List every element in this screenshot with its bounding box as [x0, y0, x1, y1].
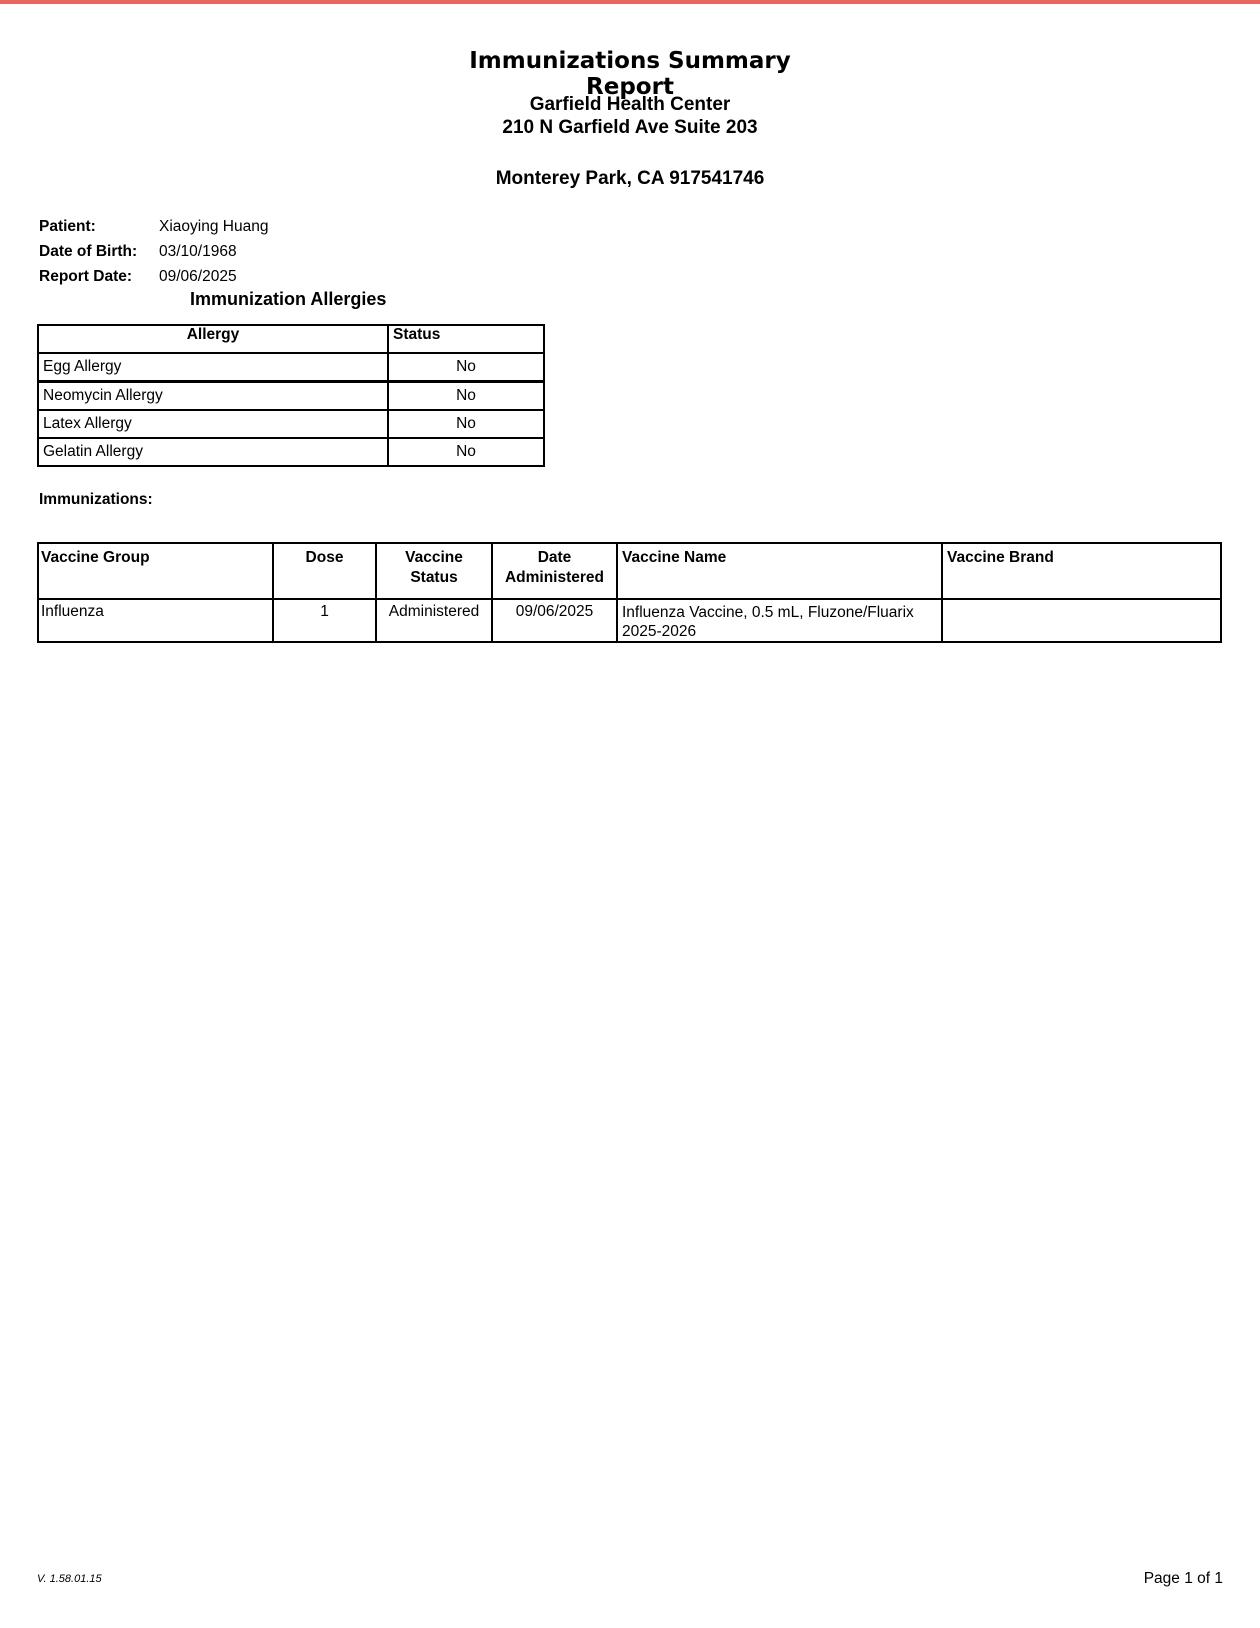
vaccine-name-line1: Influenza Vaccine, 0.5 mL, Fluzone/Fluarix — [622, 604, 914, 621]
vaccine-name-header: Vaccine Name — [617, 543, 942, 599]
vaccine-status-cell: Administered — [376, 599, 492, 642]
allergy-status: No — [388, 353, 544, 382]
allergy-status: No — [388, 438, 544, 466]
immunizations-table — [37, 542, 1222, 643]
date-header-line1: Date — [537, 549, 572, 566]
allergies-table — [37, 324, 545, 467]
dob-value: 03/10/1968 — [159, 243, 237, 260]
page-number: Page 1 of 1 — [1143, 1570, 1223, 1587]
table-row — [38, 353, 544, 382]
immunizations-header-row — [38, 543, 1221, 599]
date-administered-header — [492, 543, 617, 599]
allergy-status: No — [388, 382, 544, 411]
report-date-label: Report Date: — [39, 268, 133, 285]
org-city-state-zip: Monterey Park, CA 917541746 — [495, 168, 765, 189]
dose-header: Dose — [273, 543, 376, 599]
report-title: Immunizations Summary Report — [469, 48, 791, 100]
allergy-name: Latex Allergy — [38, 410, 388, 438]
immunizations-heading: Immunizations: — [39, 491, 153, 508]
top-accent-bar — [0, 0, 1260, 4]
table-row — [38, 382, 544, 411]
vaccine-group-header: Vaccine Group — [38, 543, 273, 599]
allergies-heading: Immunization Allergies — [190, 289, 387, 309]
status-column-header: Status — [388, 325, 544, 353]
vaccine-brand-header: Vaccine Brand — [942, 543, 1221, 599]
allergies-header-row — [38, 325, 544, 353]
report-date-value: 09/06/2025 — [159, 268, 237, 285]
table-row — [38, 599, 1221, 642]
date-administered-cell: 09/06/2025 — [492, 599, 617, 642]
patient-name: Xiaoying Huang — [159, 218, 269, 235]
report-date-row — [39, 268, 237, 286]
allergy-name: Gelatin Allergy — [38, 438, 388, 466]
allergy-name: Egg Allergy — [38, 353, 388, 382]
vaccine-brand-cell — [942, 599, 1221, 642]
vaccine-name-line2: 2025-2026 — [622, 623, 697, 640]
dob-label: Date of Birth: — [39, 243, 138, 260]
allergy-column-header: Allergy — [38, 325, 388, 353]
patient-label: Patient: — [39, 218, 96, 235]
vaccine-status-header — [376, 543, 492, 599]
org-address: 210 N Garfield Ave Suite 203 — [502, 117, 758, 138]
patient-row — [39, 218, 268, 236]
vaccine-status-header-line2: Status — [410, 569, 458, 586]
org-block — [430, 93, 830, 139]
dob-row — [39, 243, 237, 261]
version-label: V. 1.58.01.15 — [37, 1573, 102, 1585]
dose-cell: 1 — [273, 599, 376, 642]
vaccine-status-header-line1: Vaccine — [405, 549, 463, 566]
allergy-status: No — [388, 410, 544, 438]
date-header-line2: Administered — [504, 569, 605, 586]
allergy-name: Neomycin Allergy — [38, 382, 388, 411]
table-row — [38, 438, 544, 466]
org-name: Garfield Health Center — [529, 94, 731, 115]
vaccine-name-cell — [617, 599, 942, 642]
vaccine-group-cell: Influenza — [38, 599, 273, 642]
table-row — [38, 410, 544, 438]
